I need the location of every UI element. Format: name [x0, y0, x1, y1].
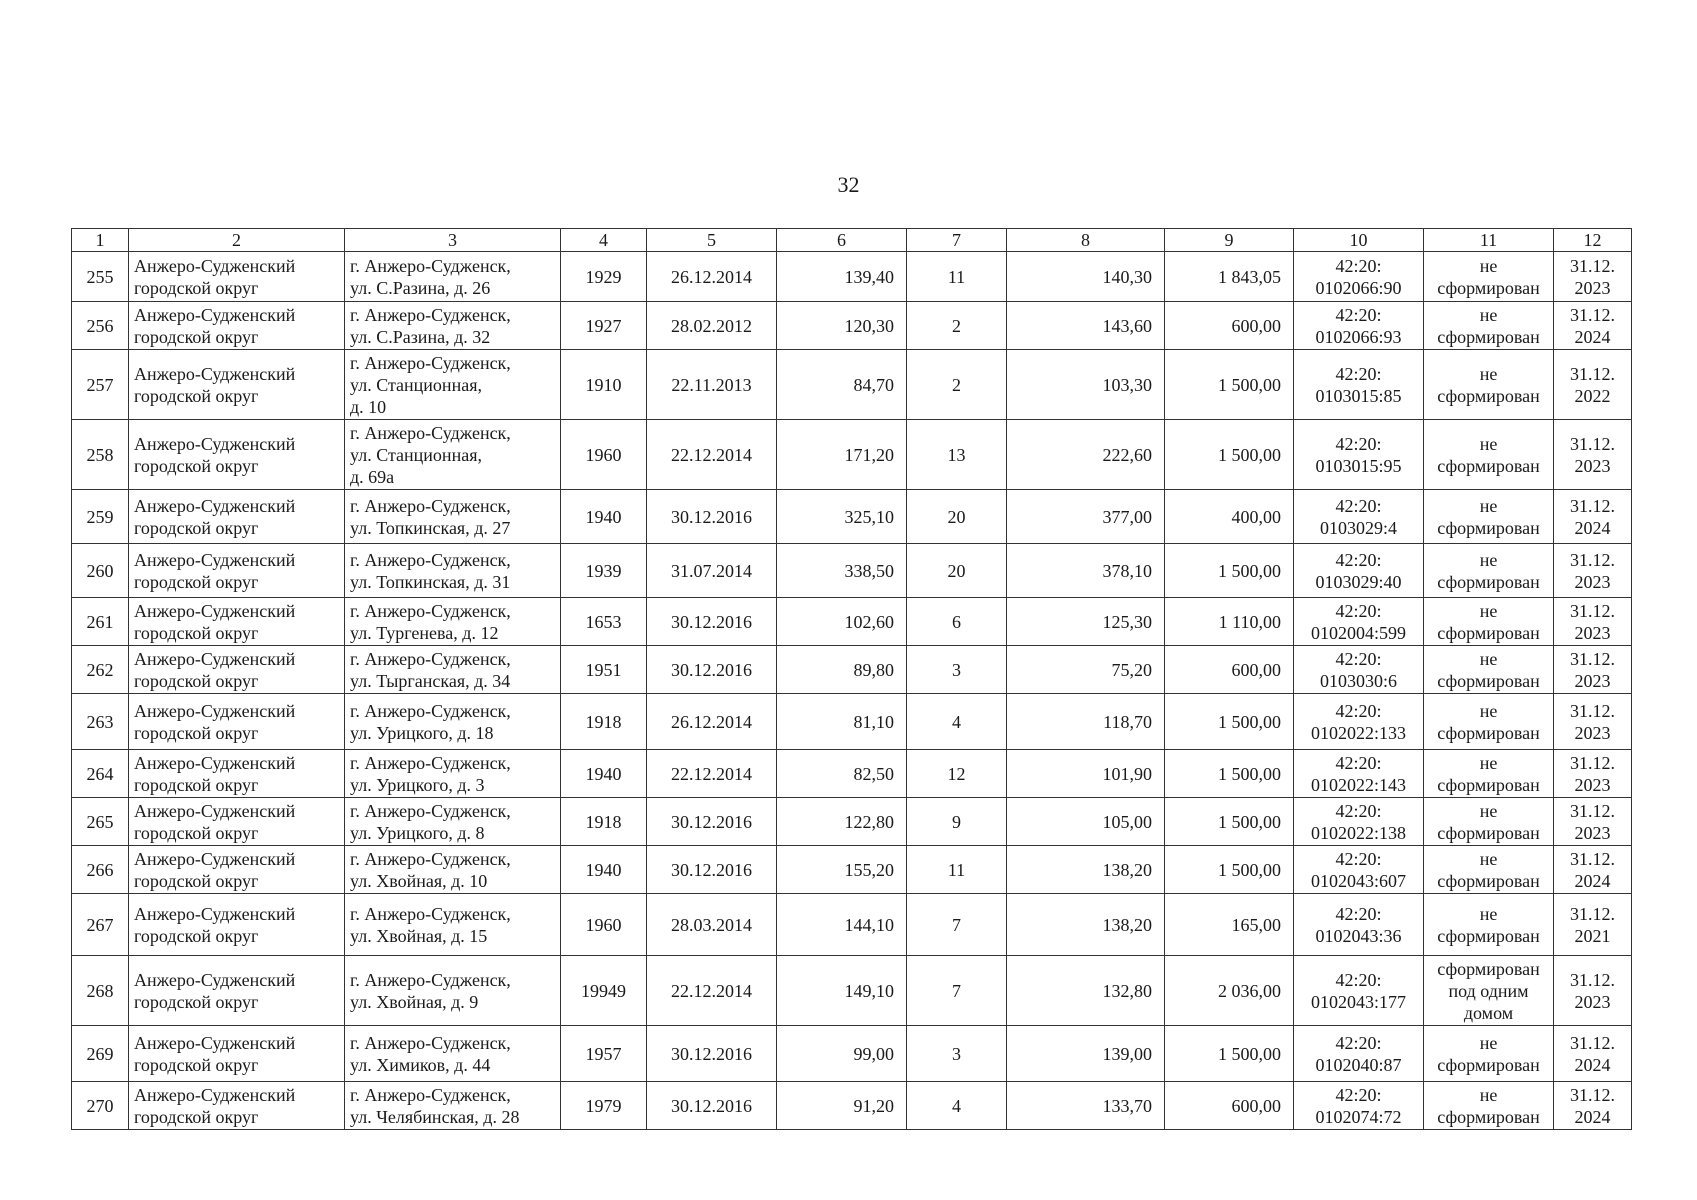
table-row: [72, 490, 1632, 544]
municipality-cell: Анжеро-Судженский городской округ: [129, 252, 345, 302]
row-number-cell: 261: [72, 598, 129, 646]
value-cell: 1 500,00: [1165, 420, 1294, 490]
table-row: [72, 252, 1632, 302]
deadline-cell: 31.12. 2022: [1554, 350, 1632, 420]
area-cell: 120,30: [777, 302, 907, 350]
row-number-cell: 264: [72, 750, 129, 798]
value-cell: 2 036,00: [1165, 956, 1294, 1026]
value-cell: 400,00: [1165, 490, 1294, 544]
row-number-cell: 265: [72, 798, 129, 846]
address-cell: г. Анжеро-Судженск, ул. Топкинская, д. 31: [345, 544, 561, 598]
column-header: 5: [647, 229, 777, 252]
table-row: [72, 846, 1632, 894]
municipality-cell: Анжеро-Судженский городской округ: [129, 798, 345, 846]
residents-cell: 2: [907, 302, 1007, 350]
address-cell: г. Анжеро-Судженск, ул. Станционная, д. 69а: [345, 420, 561, 490]
column-header: 6: [777, 229, 907, 252]
area-cell: 118,70: [1007, 694, 1165, 750]
deadline-cell: 31.12. 2023: [1554, 598, 1632, 646]
cadastral-cell: 42:20: 0102074:72: [1294, 1082, 1424, 1130]
deadline-cell: 31.12. 2024: [1554, 846, 1632, 894]
area-cell: 105,00: [1007, 798, 1165, 846]
row-number-cell: 258: [72, 420, 129, 490]
table-row: [72, 798, 1632, 846]
date-cell: 22.11.2013: [647, 350, 777, 420]
residents-cell: 11: [907, 846, 1007, 894]
year-cell: 1927: [561, 302, 647, 350]
area-cell: 132,80: [1007, 956, 1165, 1026]
area-cell: 82,50: [777, 750, 907, 798]
housing-registry-table: [71, 228, 1632, 1130]
residents-cell: 9: [907, 798, 1007, 846]
cadastral-cell: 42:20: 0103030:6: [1294, 646, 1424, 694]
residents-cell: 4: [907, 1082, 1007, 1130]
land-status-cell: не сформирован: [1424, 798, 1554, 846]
address-cell: г. Анжеро-Судженск, ул. Тырганская, д. 34: [345, 646, 561, 694]
area-cell: 338,50: [777, 544, 907, 598]
row-number-cell: 268: [72, 956, 129, 1026]
land-status-cell: не сформирован: [1424, 1026, 1554, 1082]
value-cell: 1 500,00: [1165, 750, 1294, 798]
area-cell: 138,20: [1007, 846, 1165, 894]
value-cell: 1 500,00: [1165, 846, 1294, 894]
deadline-cell: 31.12. 2023: [1554, 956, 1632, 1026]
table-row: [72, 302, 1632, 350]
municipality-cell: Анжеро-Судженский городской округ: [129, 420, 345, 490]
residents-cell: 11: [907, 252, 1007, 302]
land-status-cell: не сформирован: [1424, 694, 1554, 750]
deadline-cell: 31.12. 2023: [1554, 420, 1632, 490]
table-row: [72, 750, 1632, 798]
land-status-cell: не сформирован: [1424, 894, 1554, 956]
row-number-cell: 260: [72, 544, 129, 598]
deadline-cell: 31.12. 2021: [1554, 894, 1632, 956]
area-cell: 84,70: [777, 350, 907, 420]
area-cell: 222,60: [1007, 420, 1165, 490]
date-cell: 28.02.2012: [647, 302, 777, 350]
area-cell: 144,10: [777, 894, 907, 956]
cadastral-cell: 42:20: 0102043:177: [1294, 956, 1424, 1026]
cadastral-cell: 42:20: 0102022:138: [1294, 798, 1424, 846]
column-header: 10: [1294, 229, 1424, 252]
residents-cell: 12: [907, 750, 1007, 798]
year-cell: 1918: [561, 694, 647, 750]
year-cell: 1960: [561, 894, 647, 956]
value-cell: 1 500,00: [1165, 1026, 1294, 1082]
date-cell: 30.12.2016: [647, 490, 777, 544]
deadline-cell: 31.12. 2024: [1554, 490, 1632, 544]
row-number-cell: 266: [72, 846, 129, 894]
deadline-cell: 31.12. 2023: [1554, 544, 1632, 598]
address-cell: г. Анжеро-Судженск, ул. Челябинская, д. 28: [345, 1082, 561, 1130]
date-cell: 26.12.2014: [647, 252, 777, 302]
year-cell: 1653: [561, 598, 647, 646]
municipality-cell: Анжеро-Судженский городской округ: [129, 544, 345, 598]
column-header: 1: [72, 229, 129, 252]
residents-cell: 20: [907, 490, 1007, 544]
address-cell: г. Анжеро-Судженск, ул. Хвойная, д. 10: [345, 846, 561, 894]
area-cell: 139,00: [1007, 1026, 1165, 1082]
municipality-cell: Анжеро-Судженский городской округ: [129, 302, 345, 350]
residents-cell: 20: [907, 544, 1007, 598]
deadline-cell: 31.12. 2023: [1554, 646, 1632, 694]
year-cell: 1957: [561, 1026, 647, 1082]
deadline-cell: 31.12. 2023: [1554, 798, 1632, 846]
area-cell: 133,70: [1007, 1082, 1165, 1130]
address-cell: г. Анжеро-Судженск, ул. Хвойная, д. 15: [345, 894, 561, 956]
deadline-cell: 31.12. 2024: [1554, 1082, 1632, 1130]
row-number-cell: 270: [72, 1082, 129, 1130]
year-cell: 1951: [561, 646, 647, 694]
land-status-cell: не сформирован: [1424, 750, 1554, 798]
area-cell: 149,10: [777, 956, 907, 1026]
address-cell: г. Анжеро-Судженск, ул. С.Разина, д. 32: [345, 302, 561, 350]
column-header: 9: [1165, 229, 1294, 252]
table-body: [72, 252, 1632, 1130]
table-row: [72, 956, 1632, 1026]
year-cell: 1940: [561, 490, 647, 544]
table-row: [72, 894, 1632, 956]
land-status-cell: не сформирован: [1424, 490, 1554, 544]
table-row: [72, 646, 1632, 694]
municipality-cell: Анжеро-Судженский городской округ: [129, 490, 345, 544]
land-status-cell: не сформирован: [1424, 646, 1554, 694]
date-cell: 30.12.2016: [647, 846, 777, 894]
row-number-cell: 256: [72, 302, 129, 350]
date-cell: 30.12.2016: [647, 646, 777, 694]
row-number-cell: 259: [72, 490, 129, 544]
cadastral-cell: 42:20: 0102066:90: [1294, 252, 1424, 302]
date-cell: 22.12.2014: [647, 956, 777, 1026]
residents-cell: 3: [907, 1026, 1007, 1082]
column-header: 3: [345, 229, 561, 252]
row-number-cell: 257: [72, 350, 129, 420]
value-cell: 600,00: [1165, 646, 1294, 694]
address-cell: г. Анжеро-Судженск, ул. Урицкого, д. 3: [345, 750, 561, 798]
address-cell: г. Анжеро-Судженск, ул. С.Разина, д. 26: [345, 252, 561, 302]
land-status-cell: не сформирован: [1424, 846, 1554, 894]
area-cell: 89,80: [777, 646, 907, 694]
value-cell: 600,00: [1165, 302, 1294, 350]
area-cell: 378,10: [1007, 544, 1165, 598]
municipality-cell: Анжеро-Судженский городской округ: [129, 894, 345, 956]
table-row: [72, 350, 1632, 420]
column-header: 11: [1424, 229, 1554, 252]
column-header: 4: [561, 229, 647, 252]
cadastral-cell: 42:20: 0102043:607: [1294, 846, 1424, 894]
row-number-cell: 267: [72, 894, 129, 956]
address-cell: г. Анжеро-Судженск, ул. Химиков, д. 44: [345, 1026, 561, 1082]
residents-cell: 7: [907, 894, 1007, 956]
table-row: [72, 598, 1632, 646]
address-cell: г. Анжеро-Судженск, ул. Станционная, д. 10: [345, 350, 561, 420]
cadastral-cell: 42:20: 0103015:95: [1294, 420, 1424, 490]
area-cell: 143,60: [1007, 302, 1165, 350]
row-number-cell: 269: [72, 1026, 129, 1082]
land-status-cell: не сформирован: [1424, 1082, 1554, 1130]
value-cell: 1 110,00: [1165, 598, 1294, 646]
area-cell: 122,80: [777, 798, 907, 846]
value-cell: 600,00: [1165, 1082, 1294, 1130]
page-number: 32: [837, 172, 860, 197]
cadastral-cell: 42:20: 0103015:85: [1294, 350, 1424, 420]
area-cell: 125,30: [1007, 598, 1165, 646]
row-number-cell: 263: [72, 694, 129, 750]
table-row: [72, 1082, 1632, 1130]
residents-cell: 3: [907, 646, 1007, 694]
table-row: [72, 420, 1632, 490]
date-cell: 30.12.2016: [647, 798, 777, 846]
land-status-cell: не сформирован: [1424, 544, 1554, 598]
municipality-cell: Анжеро-Судженский городской округ: [129, 694, 345, 750]
area-cell: 99,00: [777, 1026, 907, 1082]
date-cell: 30.12.2016: [647, 1026, 777, 1082]
address-cell: г. Анжеро-Судженск, ул. Урицкого, д. 18: [345, 694, 561, 750]
area-cell: 102,60: [777, 598, 907, 646]
date-cell: 22.12.2014: [647, 420, 777, 490]
municipality-cell: Анжеро-Судженский городской округ: [129, 646, 345, 694]
municipality-cell: Анжеро-Судженский городской округ: [129, 1026, 345, 1082]
municipality-cell: Анжеро-Судженский городской округ: [129, 598, 345, 646]
cadastral-cell: 42:20: 0102022:133: [1294, 694, 1424, 750]
cadastral-cell: 42:20: 0102004:599: [1294, 598, 1424, 646]
area-cell: 325,10: [777, 490, 907, 544]
municipality-cell: Анжеро-Судженский городской округ: [129, 350, 345, 420]
cadastral-cell: 42:20: 0102022:143: [1294, 750, 1424, 798]
year-cell: 1940: [561, 750, 647, 798]
value-cell: 1 500,00: [1165, 544, 1294, 598]
row-number-cell: 255: [72, 252, 129, 302]
area-cell: 101,90: [1007, 750, 1165, 798]
year-cell: 1960: [561, 420, 647, 490]
value-cell: 165,00: [1165, 894, 1294, 956]
address-cell: г. Анжеро-Судженск, ул. Урицкого, д. 8: [345, 798, 561, 846]
land-status-cell: не сформирован: [1424, 350, 1554, 420]
municipality-cell: Анжеро-Судженский городской округ: [129, 956, 345, 1026]
deadline-cell: 31.12. 2023: [1554, 750, 1632, 798]
column-header: 12: [1554, 229, 1632, 252]
area-cell: 138,20: [1007, 894, 1165, 956]
deadline-cell: 31.12. 2024: [1554, 1026, 1632, 1082]
date-cell: 26.12.2014: [647, 694, 777, 750]
table-row: [72, 1026, 1632, 1082]
area-cell: 155,20: [777, 846, 907, 894]
table-row: [72, 544, 1632, 598]
year-cell: 1940: [561, 846, 647, 894]
residents-cell: 2: [907, 350, 1007, 420]
cadastral-cell: 42:20: 0102040:87: [1294, 1026, 1424, 1082]
value-cell: 1 500,00: [1165, 350, 1294, 420]
date-cell: 30.12.2016: [647, 1082, 777, 1130]
land-status-cell: не сформирован: [1424, 598, 1554, 646]
area-cell: 81,10: [777, 694, 907, 750]
year-cell: 1929: [561, 252, 647, 302]
area-cell: 75,20: [1007, 646, 1165, 694]
value-cell: 1 500,00: [1165, 798, 1294, 846]
address-cell: г. Анжеро-Судженск, ул. Тургенева, д. 12: [345, 598, 561, 646]
column-header: 2: [129, 229, 345, 252]
column-number-row: [72, 229, 1632, 252]
municipality-cell: Анжеро-Судженский городской округ: [129, 1082, 345, 1130]
cadastral-cell: 42:20: 0102043:36: [1294, 894, 1424, 956]
date-cell: 22.12.2014: [647, 750, 777, 798]
residents-cell: 6: [907, 598, 1007, 646]
value-cell: 1 500,00: [1165, 694, 1294, 750]
residents-cell: 13: [907, 420, 1007, 490]
date-cell: 31.07.2014: [647, 544, 777, 598]
cadastral-cell: 42:20: 0102066:93: [1294, 302, 1424, 350]
cadastral-cell: 42:20: 0103029:40: [1294, 544, 1424, 598]
area-cell: 139,40: [777, 252, 907, 302]
area-cell: 91,20: [777, 1082, 907, 1130]
deadline-cell: 31.12. 2024: [1554, 302, 1632, 350]
residents-cell: 7: [907, 956, 1007, 1026]
table-row: [72, 694, 1632, 750]
municipality-cell: Анжеро-Судженский городской округ: [129, 750, 345, 798]
land-status-cell: сформирован под одним домом: [1424, 956, 1554, 1026]
land-status-cell: не сформирован: [1424, 420, 1554, 490]
column-header: 8: [1007, 229, 1165, 252]
address-cell: г. Анжеро-Судженск, ул. Хвойная, д. 9: [345, 956, 561, 1026]
value-cell: 1 843,05: [1165, 252, 1294, 302]
land-status-cell: не сформирован: [1424, 252, 1554, 302]
area-cell: 377,00: [1007, 490, 1165, 544]
deadline-cell: 31.12. 2023: [1554, 252, 1632, 302]
year-cell: 1939: [561, 544, 647, 598]
area-cell: 140,30: [1007, 252, 1165, 302]
cadastral-cell: 42:20: 0103029:4: [1294, 490, 1424, 544]
year-cell: 1910: [561, 350, 647, 420]
deadline-cell: 31.12. 2023: [1554, 694, 1632, 750]
year-cell: 19949: [561, 956, 647, 1026]
address-cell: г. Анжеро-Судженск, ул. Топкинская, д. 27: [345, 490, 561, 544]
year-cell: 1979: [561, 1082, 647, 1130]
area-cell: 171,20: [777, 420, 907, 490]
area-cell: 103,30: [1007, 350, 1165, 420]
municipality-cell: Анжеро-Судженский городской округ: [129, 846, 345, 894]
year-cell: 1918: [561, 798, 647, 846]
land-status-cell: не сформирован: [1424, 302, 1554, 350]
row-number-cell: 262: [72, 646, 129, 694]
date-cell: 30.12.2016: [647, 598, 777, 646]
date-cell: 28.03.2014: [647, 894, 777, 956]
residents-cell: 4: [907, 694, 1007, 750]
column-header: 7: [907, 229, 1007, 252]
